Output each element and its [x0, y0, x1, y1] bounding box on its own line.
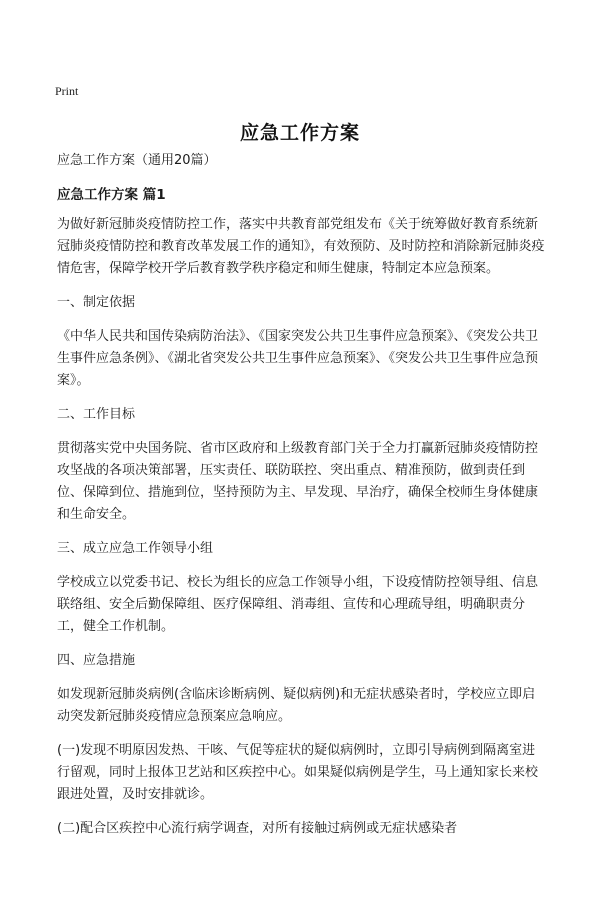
heading-emergency-measures: 四、应急措施	[57, 653, 136, 668]
heading-goals: 二、工作目标	[57, 407, 136, 422]
measures-paragraph: 如发现新冠肺炎病例(含临床诊断病例、疑似病例)和无症状感染者时，学校应立即启动突发新冠肺炎疫情应急预案应急响应。	[57, 687, 536, 724]
document-title: 应急工作方案	[239, 122, 360, 144]
leadership-paragraph: 学校成立以党委书记、校长为组长的应急工作领导小组，下设疫情防控领导组、信息联络组、安全后勤保障组、医疗保障组、消毒组、宣传和心理疏导组，明确职责分工，健全工作机制。	[57, 575, 539, 634]
document-body	[57, 150, 547, 852]
intro-paragraph: 为做好新冠肺炎疫情防控工作，落实中共教育部党组发布《关于统筹做好教育系统新冠肺炎疫情防控和教育改革发展工作的通知》，有效预防、及时防控和消除新冠肺炎疫情危害，保障学校开学后教育教学秩序稳定和师生健康，特制定本应急预案。	[57, 217, 545, 276]
basis-paragraph: 《中华人民共和国传染病防治法》、《国家突发公共卫生事件应急预案》、《突发公共卫生事件应急条例》、《湖北省突发公共卫生事件应急预案》、《突发公共卫生事件应急预案》。	[57, 329, 539, 388]
measure-item-2: (二)配合区疾控中心流行病学调查，对所有接触过病例或无症状感染者	[57, 821, 458, 836]
print-label: Print	[55, 84, 79, 98]
section-heading: 应急工作方案 篇1	[57, 187, 166, 203]
goals-paragraph: 贯彻落实党中央国务院、省市区政府和上级教育部门关于全力打赢新冠肺炎疫情防控攻坚战的各项决策部署，压实责任、联防联控、突出重点、精准预防，做到责任到位、保障到位、措施到位，坚持预防为主、早发现、早治疗，确保全校师生身体健康和生命安全。	[57, 441, 539, 522]
measure-item-1: (一)发现不明原因发热、干咳、气促等症状的疑似病例时，立即引导病例到隔离室进行留观，同时上报体卫艺站和区疾控中心。如果疑似病例是学生，马上通知家长来校跟进处置，及时安排就诊。	[57, 743, 539, 802]
heading-leadership-group: 三、成立应急工作领导小组	[57, 541, 214, 556]
heading-basis: 一、制定依据	[57, 295, 136, 310]
document-subtitle: 应急工作方案（通用20篇）	[57, 153, 217, 168]
